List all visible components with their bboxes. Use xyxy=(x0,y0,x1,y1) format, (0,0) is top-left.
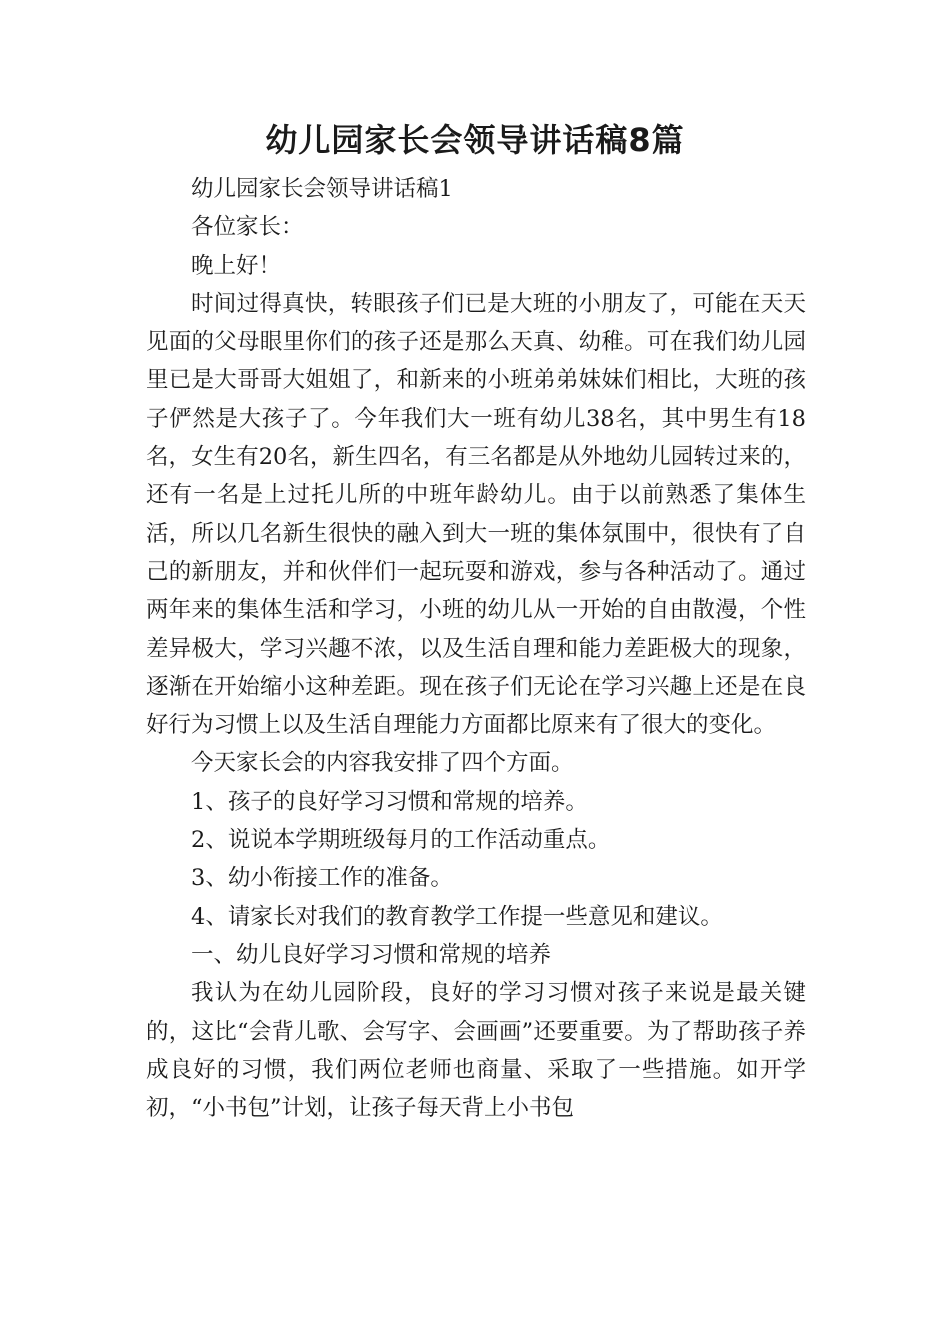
paragraph-intro: 时间过得真快，转眼孩子们已是大班的小朋友了，可能在天天见面的父母眼里你们的孩子还是那么天真、幼稚。可在我们幼儿园里已是大哥哥大姐姐了，和新来的小班弟弟妹妹们相比，大班的孩子俨然是大孩子了。今年我们大一班有幼儿38名，其中男生有18名，女生有20名，新生四名，有三名都是从外地幼儿园转过来的，还有一名是上过托儿所的中班年龄幼儿。由于以前熟悉了集体生活，所以几名新生很快的融入到大一班的集体氛围中，很快有了自己的新朋友，并和伙伴们一起玩耍和游戏，参与各种活动了。通过两年来的集体生活和学习，小班的幼儿从一开始的自由散漫，个性差异极大，学习兴趣不浓，以及生活自理和能力差距极大的现象，逐渐在开始缩小这种差距。现在孩子们无论在学习兴趣上还是在良好行为习惯上以及生活自理能力方面都比原来有了很大的变化。 xyxy=(146,290,806,739)
document-body xyxy=(146,170,806,1127)
paragraph-agenda-intro: 今天家长会的内容我安排了四个方面。 xyxy=(191,750,574,777)
section-heading-1: 一、幼儿良好学习习惯和常规的培养 xyxy=(191,941,552,968)
paragraph-agenda-item-2: 2、说说本学期班级每月的工作活动重点。 xyxy=(191,827,611,854)
document-title: 幼儿园家长会领导讲话稿8篇 xyxy=(265,121,685,159)
paragraph-greeting: 晚上好！ xyxy=(191,252,282,279)
paragraph-agenda-item-4: 4、请家长对我们的教育教学工作提一些意见和建议。 xyxy=(191,903,723,930)
paragraph-agenda-item-1: 1、孩子的良好学习习惯和常规的培养。 xyxy=(191,788,588,815)
paragraph-agenda-item-3: 3、幼小衔接工作的准备。 xyxy=(191,865,453,892)
paragraph-salutation: 各位家长： xyxy=(191,214,304,241)
paragraph-subtitle: 幼儿园家长会领导讲话稿1 xyxy=(191,176,453,202)
paragraph-section-1-body: 我认为在幼儿园阶段，良好的学习习惯对孩子来说是最关键的，这比“会背儿歌、会写字、会画画”还要重要。为了帮助孩子养成良好的习惯，我们两位老师也商量、采取了一些措施。如开学初，“小书包”计划，让孩子每天背上小书包 xyxy=(146,980,806,1122)
